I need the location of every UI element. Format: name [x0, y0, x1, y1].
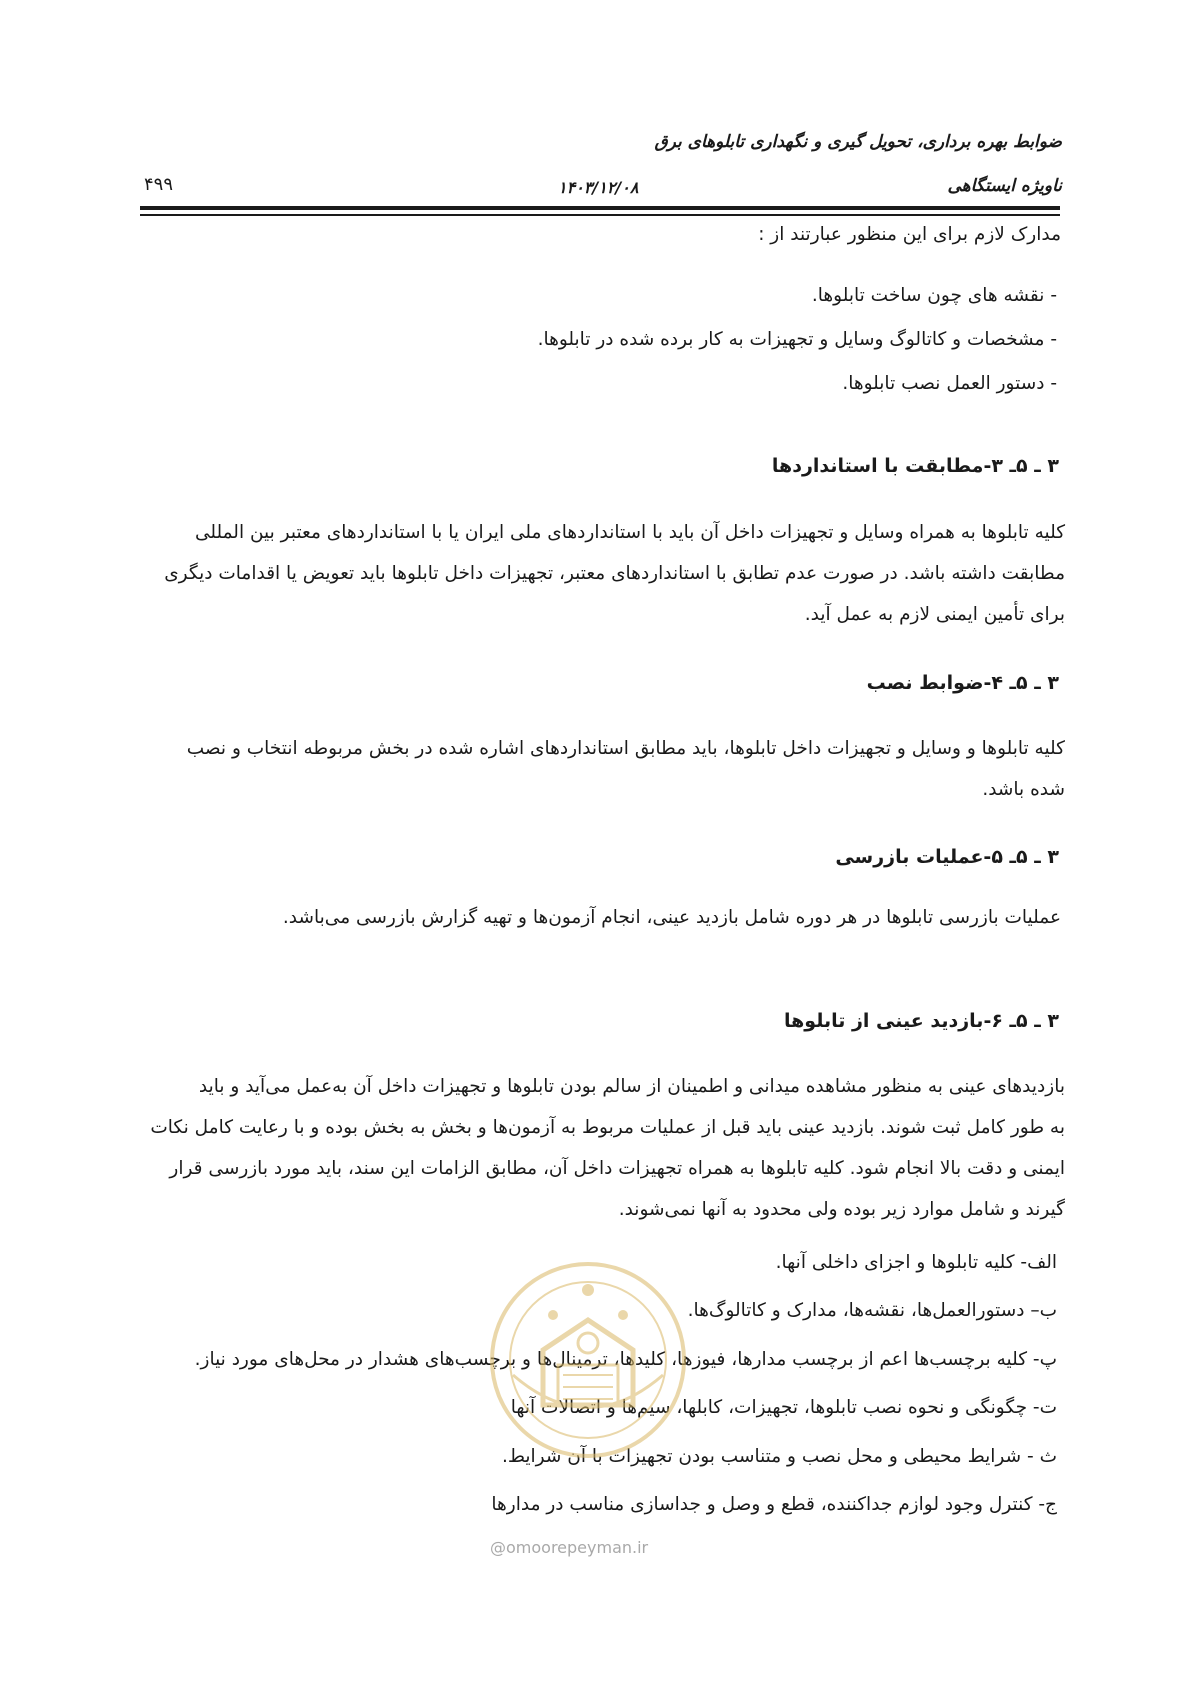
intro-lead: مدارک لازم برای این منظور عبارتند از : [758, 224, 1061, 245]
header-rule-thick [140, 206, 1060, 210]
watermark-seal-icon [483, 1255, 693, 1465]
document-date: ۱۴۰۳/۱۲/۰۸ [558, 178, 639, 197]
list-item: پ- کلیه برچسب‌ها اعم از برچسب مدارها، فیوزها، کلیدها، ترمینال‌ها و برچسب‌های هشدار در محل‌های مورد نیاز. [194, 1349, 1057, 1370]
document-title: ضوابط بهره برداری، تحویل گیری و نگهداری تابلوهای برق [654, 132, 1062, 152]
intro-item: - مشخصات و کاتالوگ وسایل و تجهیزات به کار برده شده در تابلوها. [537, 329, 1057, 350]
section-heading-visual-inspection: ۳ ـ ۵ـ ۶-بازدید عینی از تابلوها [783, 1010, 1059, 1032]
body-line: شده باشد. [982, 779, 1065, 800]
body-line: مطابقت داشته باشد. در صورت عدم تطابق با استانداردهای معتبر، تجهیزات داخل تابلوها باید تعویض یا اقدامات دیگری [164, 563, 1065, 584]
section-body-inspection: عملیات بازرسی تابلوها در هر دوره شامل بازدید عینی، انجام آزمون‌ها و تهیه گزارش بازرسی می‌باشد. [282, 907, 1061, 928]
body-line: گیرند و شامل موارد زیر بوده ولی محدود به آنها نمی‌شوند. [618, 1199, 1065, 1220]
list-item: ب– دستورالعمل‌ها، نقشه‌ها، مدارک و کاتالوگ‌ها. [687, 1300, 1057, 1321]
header-rule-thin [140, 214, 1060, 216]
section-body-standards [130, 512, 1065, 635]
body-line: برای تأمین ایمنی لازم به عمل آید. [804, 604, 1065, 625]
list-item: ت- چگونگی و نحوه نصب تابلوها، تجهیزات، کابلها، سیم‌ها و اتصالات آنها [510, 1397, 1057, 1418]
body-line: بازدیدهای عینی به منظور مشاهده میدانی و اطمینان از سالم بودن تابلوها و تجهیزات داخل آن به‌عمل می‌آید و باید [198, 1076, 1065, 1097]
section-heading-installation: ۳ ـ ۵ـ ۴-ضوابط نصب [866, 672, 1059, 694]
section-heading-standards: ۳ ـ ۵ـ ۳-مطابقت با استانداردها [771, 455, 1059, 477]
list-item: الف- کلیه تابلوها و اجزای داخلی آنها. [775, 1252, 1057, 1273]
intro-item: - دستور العمل نصب تابلوها. [842, 373, 1057, 394]
watermark-url: @omoorepeyman.ir [490, 1538, 649, 1557]
section-body-visual-inspection [130, 1066, 1065, 1230]
section-heading-inspection: ۳ ـ ۵ـ ۵-عملیات بازرسی [835, 846, 1059, 868]
list-item: ج- کنترل وجود لوازم جداکننده، قطع و وصل و جداسازی مناسب در مدارها [491, 1494, 1057, 1515]
page-number: ۴۹۹ [144, 174, 174, 195]
section-body-installation [130, 728, 1065, 810]
body-line: کلیه تابلوها به همراه وسایل و تجهیزات داخل آن باید با استانداردهای ملی ایران یا با استانداردهای معتبر بین المللی [194, 522, 1065, 543]
body-line: به طور کامل ثبت شوند. بازدید عینی باید قبل از عملیات مربوط به آزمون‌ها و بخش به بخش بوده و با رعایت کامل نکات [150, 1117, 1065, 1138]
document-subtitle: ناویژه ایستگاهی [947, 176, 1062, 196]
body-line: ایمنی و دقت بالا انجام شود. کلیه تابلوها به همراه تجهیزات داخل آن، مطابق الزامات این سند، باید مورد بازرسی قرار [169, 1158, 1065, 1179]
body-line: کلیه تابلوها و وسایل و تجهیزات داخل تابلوها، باید مطابق استانداردهای اشاره شده در بخش مربوطه انتخاب و نصب [186, 738, 1065, 759]
intro-item: - نقشه های چون ساخت تابلوها. [811, 285, 1057, 306]
list-item: ث - شرایط محیطی و محل نصب و متناسب بودن تجهیزات با آن شرایط. [501, 1446, 1057, 1467]
